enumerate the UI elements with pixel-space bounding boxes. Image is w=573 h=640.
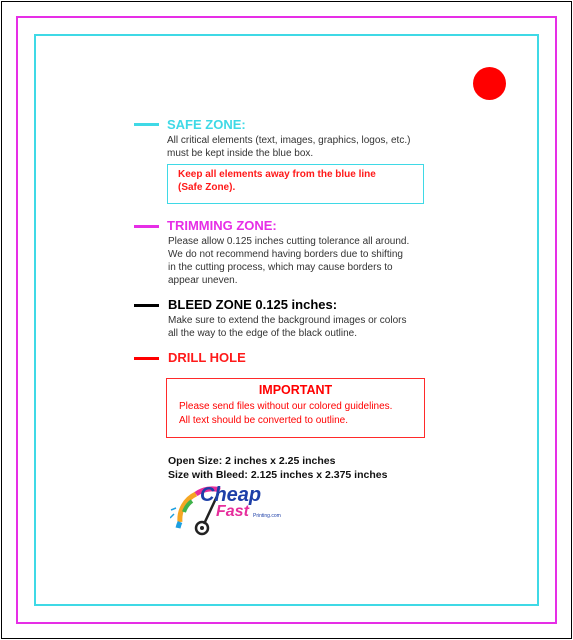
safe-zone-warning-line: Keep all elements away from the blue line [178, 169, 376, 180]
trimming-zone-description [168, 235, 409, 287]
logo-word-cheap: Cheap [200, 484, 262, 506]
drill-hole-legend-dash [134, 357, 159, 360]
safe-zone-legend-dash [134, 123, 159, 126]
bleed-zone-title: BLEED ZONE 0.125 inches: [168, 297, 338, 312]
bleed-zone-legend-dash [134, 304, 159, 307]
trimming-zone-title: TRIMMING ZONE: [167, 218, 277, 233]
trimming-zone-line: in the cutting process, which may cause borders to [168, 262, 393, 273]
drill-hole-marker [473, 67, 506, 100]
open-size: Open Size: 2 inches x 2.25 inches [168, 455, 336, 467]
logo-word-fast: Fast [216, 503, 249, 520]
trimming-zone-line: Please allow 0.125 inches cutting tolerance all around. [168, 236, 410, 247]
safe-zone-warning-box [167, 164, 424, 204]
safe-zone-title: SAFE ZONE: [167, 117, 246, 132]
safe-zone-warning-line: (Safe Zone). [178, 182, 236, 193]
bleed-zone-description [168, 314, 406, 340]
logo-tagline: Printing.com [253, 513, 281, 519]
safe-zone-description [167, 134, 410, 160]
important-line: All text should be converted to outline. [179, 415, 348, 426]
drill-hole-title: DRILL HOLE [168, 350, 246, 365]
bleed-size: Size with Bleed: 2.125 inches x 2.375 inches [168, 469, 388, 481]
safe-zone-line: All critical elements (text, images, graphics, logos, etc.) [167, 135, 411, 146]
trimming-zone-line: appear uneven. [168, 275, 238, 286]
important-box [166, 378, 425, 438]
bleed-zone-line: Make sure to extend the background images or colors [168, 315, 407, 326]
bleed-zone-line: all the way to the edge of the black outline. [168, 328, 358, 339]
important-title: IMPORTANT [258, 383, 333, 397]
cheap-fast-printing-logo [170, 484, 292, 539]
safe-zone-line: must be kept inside the blue box. [167, 148, 314, 159]
trimming-zone-legend-dash [134, 225, 159, 228]
trimming-zone-line: We do not recommend having borders due to shifting [168, 249, 403, 260]
important-line: Please send files without our colored guidelines. [179, 401, 393, 412]
